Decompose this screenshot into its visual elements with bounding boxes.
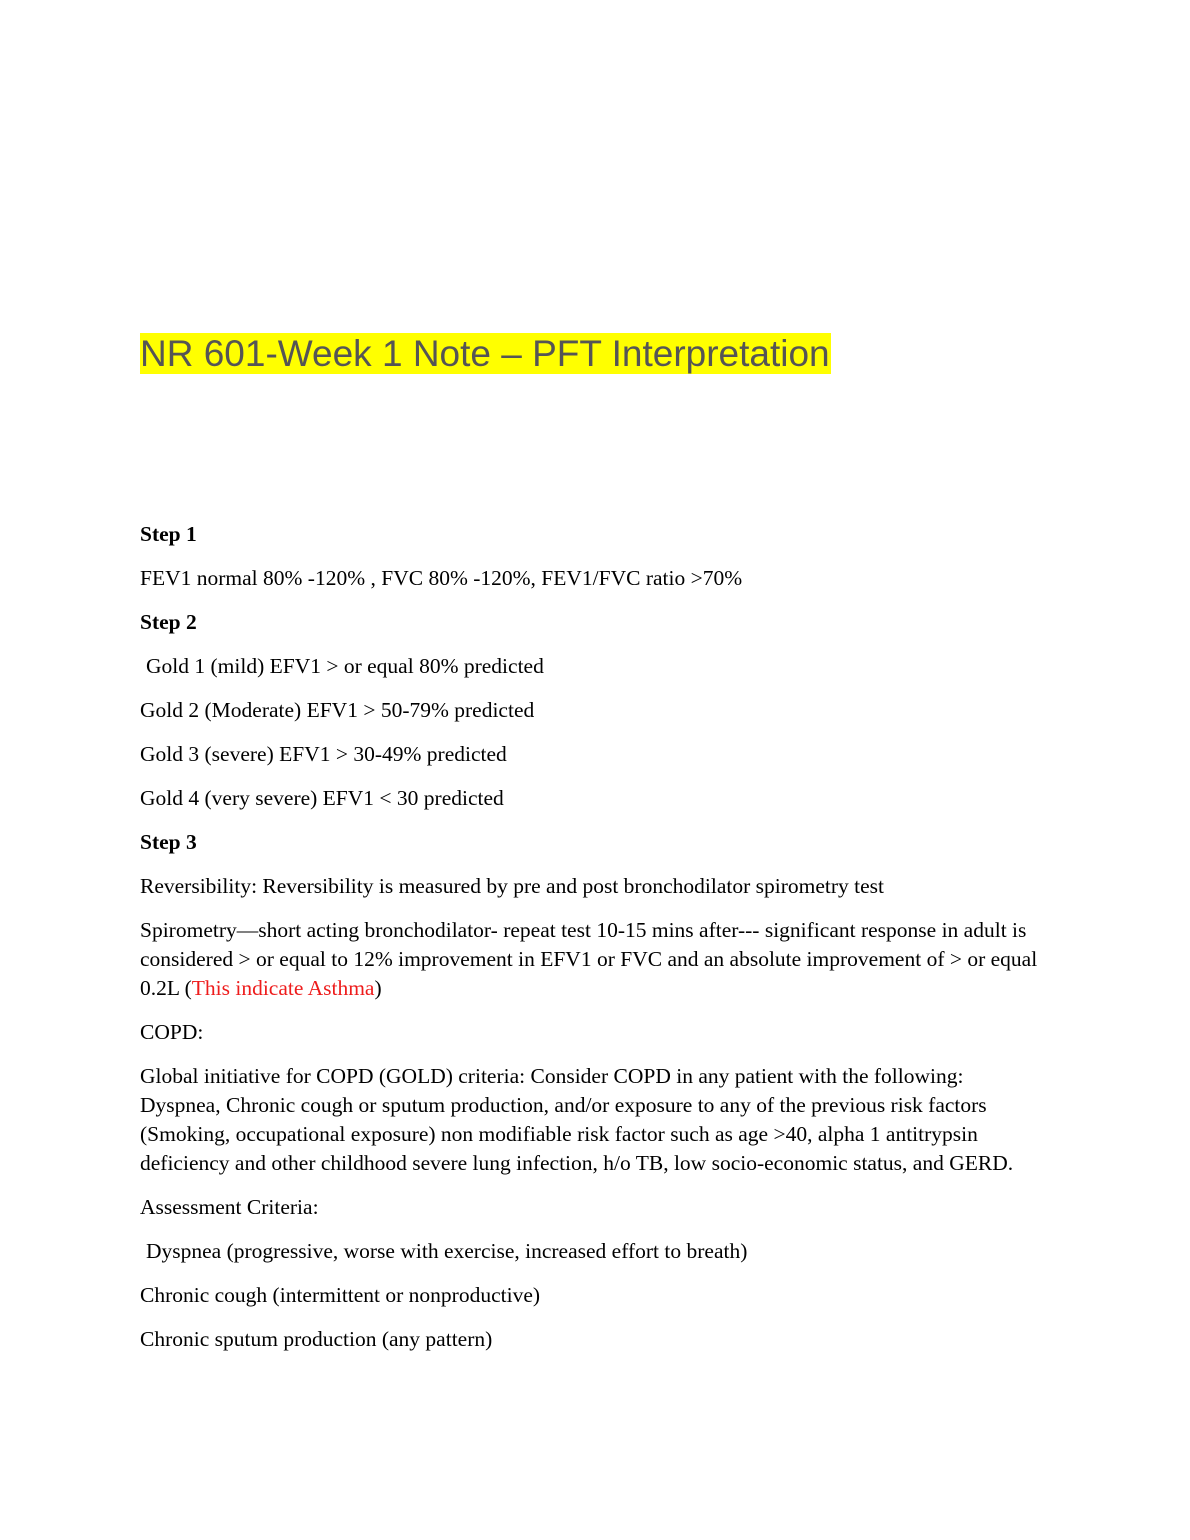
gold3-line: Gold 3 (severe) EFV1 > 30-49% predicted: [140, 742, 507, 766]
asthma-note: This indicate Asthma: [191, 976, 375, 1000]
copd-label: COPD:: [140, 1020, 204, 1044]
assessment-cough: Chronic cough (intermittent or nonproductive): [140, 1283, 541, 1307]
document-body: [140, 520, 1045, 1369]
title-highlight: NR 601-Week 1 Note – PFT Interpretation: [140, 333, 830, 374]
gold1-line: Gold 1 (mild) EFV1 > or equal 80% predicted: [146, 654, 544, 678]
step3-heading: Step 3: [140, 830, 197, 854]
gold4-line: Gold 4 (very severe) EFV1 < 30 predicted: [140, 786, 504, 810]
gold-criteria-paragraph: Global initiative for COPD (GOLD) criteria: Consider COPD in any patient with the following: Dyspnea, Chronic cough or sputum production, and/or exposure to any of the previous risk factors (Smoking, occupational exposure) non modifiable risk factor such as age >40, alpha 1 antitrypsin deficiency and other childhood severe lung infection, h/o TB, low socio-economic status, and GERD.: [140, 1064, 1014, 1175]
spirometry-close: ): [374, 976, 382, 1000]
assessment-dyspnea: Dyspnea (progressive, worse with exercise, increased effort to breath): [146, 1239, 748, 1263]
reversibility-text: Reversibility: Reversibility is measured by pre and post bronchodilator spirometry test: [140, 874, 884, 898]
step1-heading: Step 1: [140, 522, 197, 546]
gold2-line: Gold 2 (Moderate) EFV1 > 50-79% predicted: [140, 698, 535, 722]
step1-text: FEV1 normal 80% -120% , FVC 80% -120%, FEV1/FVC ratio >70%: [140, 566, 743, 590]
assessment-label: Assessment Criteria:: [140, 1195, 319, 1219]
step2-heading: Step 2: [140, 610, 197, 634]
spirometry-paragraph: [140, 916, 1045, 1003]
assessment-sputum: Chronic sputum production (any pattern): [140, 1327, 493, 1351]
spirometry-text: Spirometry—short acting bronchodilator- repeat test 10-15 mins after--- significant response in adult is considered > or equal to 12% improvement in EFV1 or FVC and an absolute improvement of > or equal 0.2L (: [140, 918, 1038, 1000]
document-title: [140, 331, 831, 377]
